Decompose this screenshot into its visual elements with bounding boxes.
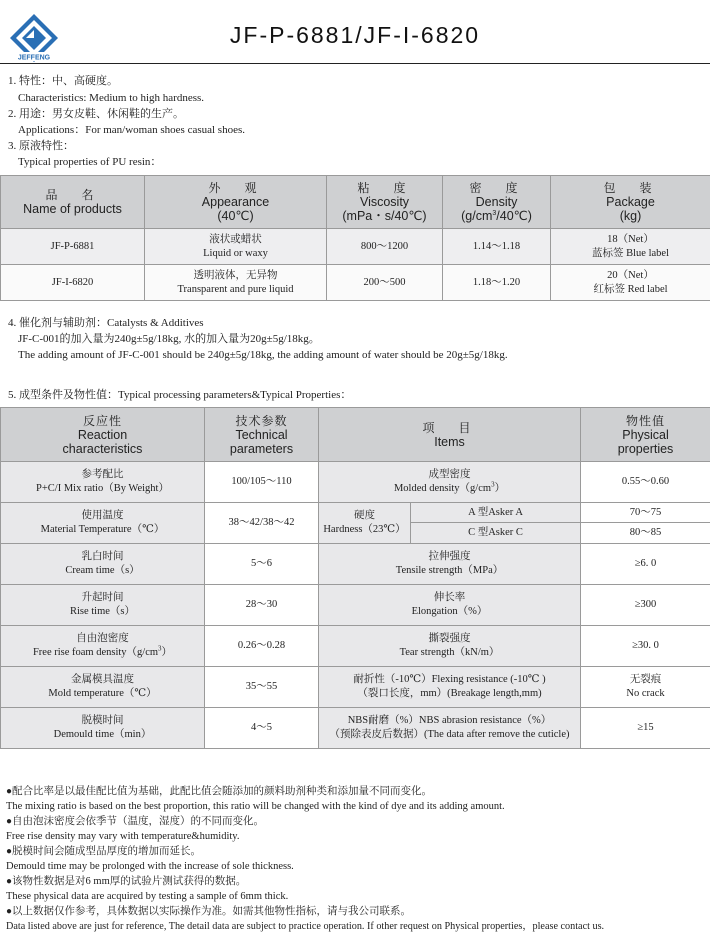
page-title: JF-P-6881/JF-I-6820 [229, 22, 481, 48]
density-cell: 1.18～1.20 [443, 265, 551, 301]
note-zh: ●自由泡沫密度会依季节（温度，湿度）的不同而变化。 [6, 816, 265, 827]
header-name: 品 名 Name of products [1, 176, 145, 229]
table-header-row [1, 176, 710, 229]
tear-strength-value: ≥30. 0 [581, 626, 710, 667]
mix-ratio-value: 100/105～110 [205, 462, 319, 503]
table-row [1, 265, 710, 301]
header-density: 密 度 Density $(g/cm^3/40℃)$ [443, 176, 551, 229]
applications-zh: 2. 用途：男女皮鞋、休闲鞋的生产。 [8, 108, 184, 120]
free-rise-value: 0.26～0.28 [205, 626, 319, 667]
note-zh: ●脱模时间会随成型品厚度的增加而延长。 [6, 846, 202, 857]
table-row [1, 503, 710, 523]
density-cell: 1.14～1.18 [443, 229, 551, 265]
product-name-cell: JF-I-6820 [1, 265, 145, 301]
tensile-value: ≥6. 0 [581, 544, 710, 585]
viscosity-cell: 200～500 [327, 265, 443, 301]
flexing-label: 耐折性（-10℃）Flexing resistance (-10℃ ) （裂口长度，mm）(Breakage length,mm) [319, 667, 581, 708]
title-divider [0, 63, 710, 64]
note-en: These physical data are acquired by testing a sample of 6mm thick. [6, 891, 289, 902]
viscosity-cell: 800～1200 [327, 229, 443, 265]
hardness-label: 硬度 Hardness（23℃） [319, 503, 411, 544]
note-en: The mixing ratio is based on the best proportion, this ratio will be changed with the kind of dye and its adding amount. [6, 801, 505, 812]
header-physical: 物性值 Physical properties [581, 408, 710, 462]
molded-density-value: 0.55～0.60 [581, 462, 710, 503]
header-reaction: 反应性 Reaction characteristics [1, 408, 205, 462]
table-header-row [1, 408, 710, 462]
rise-time-value: 28～30 [205, 585, 319, 626]
demould-time-value: 4～5 [205, 708, 319, 749]
table-row [1, 626, 710, 667]
header-technical: 技术参数 Technical parameters [205, 408, 319, 462]
logo-text: JEFFENG [17, 54, 51, 62]
abrasion-value: ≥15 [581, 708, 710, 749]
rise-time-label: 升起时间 Rise time（s） [1, 585, 205, 626]
table-row [1, 708, 710, 749]
applications-en: Applications：For man/woman shoes casual shoes. [18, 124, 245, 136]
mold-temp-value: 35～55 [205, 667, 319, 708]
material-temp-value: 38～42/38～42 [205, 503, 319, 544]
cream-time-label: 乳白时间 Cream time（s） [1, 544, 205, 585]
table-row [1, 667, 710, 708]
cream-time-value: 5～6 [205, 544, 319, 585]
header-items: 项 目 Items [319, 408, 581, 462]
flexing-value: 无裂痕 No crack [581, 667, 710, 708]
processing-properties-table [0, 407, 710, 749]
material-temp-label: 使用温度 Material Temperature（℃） [1, 503, 205, 544]
product-name-cell: JF-P-6881 [1, 229, 145, 265]
header-viscosity: 粘 度 Viscosity (mPa・s/40℃) [327, 176, 443, 229]
header-package: 包 装 Package (kg) [551, 176, 710, 229]
characteristics-zh: 1. 特性：中、高硬度。 [8, 75, 118, 87]
mold-temp-label: 金属模具温度 Mold temperature（℃） [1, 667, 205, 708]
note-en: Demould time may be prolonged with the increase of sole thickness. [6, 861, 294, 872]
hardness-a-value: 70～75 [581, 503, 710, 523]
catalysts-amount-en: The adding amount of JF-C-001 should be 240g±5g/18kg, the adding amount of water should be 20g±5g/18kg. [18, 349, 508, 361]
molded-density-label: 成型密度 Molded $density(g/cm^3)$ [319, 462, 581, 503]
appearance-cell: 液状或蜡状 Liquid or waxy [145, 229, 327, 265]
note-en: Free rise density may vary with temperature&humidity. [6, 831, 240, 842]
resin-properties-en: Typical properties of PU resin： [18, 156, 162, 168]
processing-title: 5. 成型条件及物性值：Typical processing parameters&Typical Properties： [8, 389, 352, 401]
elongation-value: ≥300 [581, 585, 710, 626]
elongation-label: 伸长率 Elongation（%） [319, 585, 581, 626]
hardness-a-label: A 型Asker A [411, 503, 581, 523]
note-zh: ●以上数据仅作参考，具体数据以实际操作为准。如需其他物性指标，请与我公司联系。 [6, 906, 412, 917]
table-row [1, 229, 710, 265]
abrasion-label: NBS耐磨（%）NBS abrasion resistance（%） （预除表皮后数据）(The data after remove the cuticle) [319, 708, 581, 749]
hardness-c-value: 80～85 [581, 523, 710, 544]
characteristics-en: Characteristics: Medium to high hardness. [18, 92, 205, 104]
mix-ratio-label: 参考配比 P+C/I Mix ratio（By Weight） [1, 462, 205, 503]
package-cell: 20（Net） 红标签 Red label [551, 265, 710, 301]
catalysts-title: 4. 催化剂与辅助剂：Catalysts & Additives [8, 317, 204, 329]
note-en: Data listed above are just for reference, The detail data are subject to practice operation. If other request on Physical properties，please contact us. [6, 921, 605, 932]
table-row [1, 585, 710, 626]
catalysts-amount-zh: JF-C-001的加入量为240g±5g/18kg, 水的加入量为20g±5g/18kg。 [18, 333, 320, 345]
appearance-cell: 透明液体，无异物 Transparent and pure liquid [145, 265, 327, 301]
tensile-label: 拉伸强度 Tensile strength（MPa） [319, 544, 581, 585]
hardness-c-label: C 型Asker C [411, 523, 581, 544]
tear-strength-label: 撕裂强度 Tear strength（kN/m） [319, 626, 581, 667]
resin-properties-zh: 3. 原液特性： [8, 140, 74, 152]
table-row [1, 462, 710, 503]
table-row [1, 544, 710, 585]
free-rise-label: 自由泡密度 Free rise foam $density(g/cm^3)$ [1, 626, 205, 667]
header-appearance: 外 观 Appearance (40℃) [145, 176, 327, 229]
package-cell: 18（Net） 蓝标签 Blue label [551, 229, 710, 265]
resin-properties-table [0, 175, 710, 301]
demould-time-label: 脱模时间 Demould time（min） [1, 708, 205, 749]
note-zh: ●配合比率是以最佳配比值为基础，此配比值会随添加的颜料助剂种类和添加量不同而变化。 [6, 786, 433, 797]
note-zh: ●该物性数据是对6 mm厚的试验片测试获得的数据。 [6, 876, 247, 887]
